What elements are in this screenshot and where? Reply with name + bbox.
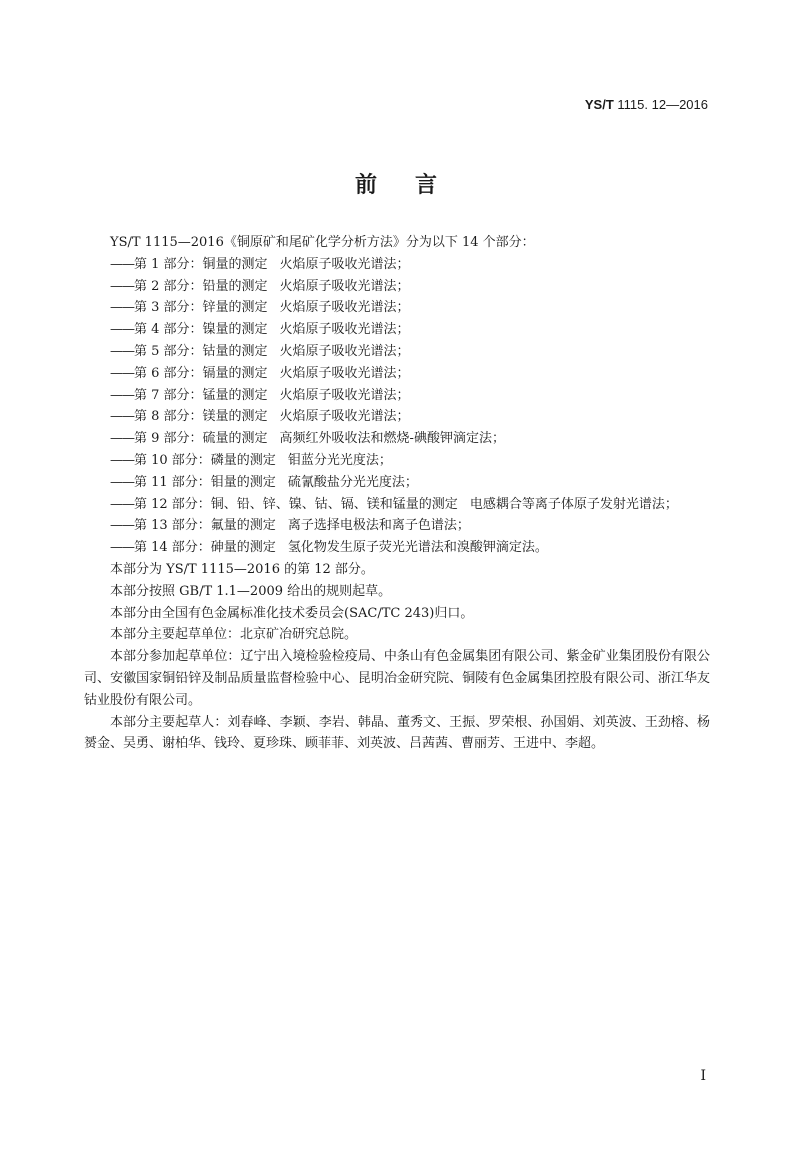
part-item <box>84 472 710 494</box>
part-label: 第 6 部分：镉量的测定 <box>134 365 268 381</box>
part-dash: —— <box>110 452 134 468</box>
part-method: 钼蓝分光光度法； <box>287 452 392 468</box>
part-item <box>84 450 710 472</box>
part-method: 硫氰酸盐分光光度法； <box>287 474 418 490</box>
centralized-statement: 本部分由全国有色金属标准化技术委员会(SAC/TC 243)归口。 <box>110 605 474 621</box>
part-item <box>84 297 710 319</box>
main-unit-statement: 本部分主要起草单位：北京矿冶研究总院。 <box>110 627 358 643</box>
part-dash: —— <box>110 365 134 381</box>
standard-code <box>585 97 708 112</box>
part-label: 第 4 部分：镍量的测定 <box>134 322 268 338</box>
part-item <box>84 341 710 363</box>
participating-units-statement: 本部分参加起草单位：辽宁出入境检验检疫局、中条山有色金属集团有限公司、紫金矿业集团股份有限公司、安徽国家铜铅锌及制品质量监督检验中心、昆明冶金研究院、铜陵有色金属集团控股有限公司、浙江华友钴业股份有限公司。 <box>84 649 710 708</box>
part-dash: —— <box>110 387 134 403</box>
part-item <box>84 428 710 450</box>
page-title: 前言 <box>354 173 475 198</box>
part-item <box>84 515 710 537</box>
part-method: 离子选择电极法和离子色谱法； <box>287 518 470 534</box>
parts-list <box>84 254 710 559</box>
part-method: 火焰原子吸收光谱法； <box>279 343 410 359</box>
part-label: 第 5 部分：钴量的测定 <box>134 343 268 359</box>
part-label: 第 10 部分：磷量的测定 <box>134 452 276 468</box>
standard-code-number: 1115. 12—2016 <box>613 97 708 112</box>
foreword-content <box>84 232 710 755</box>
part-method: 火焰原子吸收光谱法； <box>279 300 410 316</box>
this-part-statement: 本部分为 YS/T 1115—2016 的第 12 部分。 <box>110 561 374 577</box>
drafting-rules-statement: 本部分按照 GB/T 1.1—2009 给出的规则起草。 <box>110 583 392 599</box>
part-label: 第 7 部分：锰量的测定 <box>134 387 268 403</box>
part-method: 火焰原子吸收光谱法； <box>279 365 410 381</box>
part-item <box>84 406 710 428</box>
main-drafters-statement: 本部分主要起草人：刘春峰、李颖、李岩、韩晶、董秀文、王振、罗荣根、孙国娟、刘英波、王劲榕、杨赟金、吴勇、谢柏华、钱玲、夏珍珠、顾菲菲、刘英波、吕茜茜、曹丽芳、王进中、李超。 <box>84 714 710 752</box>
part-label: 第 12 部分：铜、铅、锌、镍、钴、镉、镁和锰量的测定 <box>134 496 458 512</box>
part-dash: —— <box>110 540 134 556</box>
part-method: 火焰原子吸收光谱法； <box>279 322 410 338</box>
part-dash: —— <box>110 496 134 512</box>
part-method: 高频红外吸收法和燃烧-碘酸钾滴定法； <box>279 431 505 447</box>
part-item <box>84 494 710 516</box>
page-number: I <box>700 1068 706 1084</box>
part-label: 第 14 部分：砷量的测定 <box>134 540 276 556</box>
part-method: 火焰原子吸收光谱法； <box>279 278 410 294</box>
part-label: 第 8 部分：镁量的测定 <box>134 409 268 425</box>
part-item <box>84 537 710 559</box>
part-item <box>84 363 710 385</box>
part-dash: —— <box>110 300 134 316</box>
part-label: 第 3 部分：锌量的测定 <box>134 300 268 316</box>
part-dash: —— <box>110 409 134 425</box>
part-label: 第 1 部分：铜量的测定 <box>134 256 268 272</box>
part-method: 氢化物发生原子荧光光谱法和溴酸钾滴定法。 <box>287 540 548 556</box>
part-method: 电感耦合等离子体原子发射光谱法； <box>469 496 678 512</box>
part-dash: —— <box>110 278 134 294</box>
part-label: 第 2 部分：铅量的测定 <box>134 278 268 294</box>
part-method: 火焰原子吸收光谱法； <box>279 387 410 403</box>
part-label: 第 9 部分：硫量的测定 <box>134 431 268 447</box>
part-item <box>84 319 710 341</box>
part-label: 第 13 部分：氟量的测定 <box>134 518 276 534</box>
part-dash: —— <box>110 518 134 534</box>
part-dash: —— <box>110 431 134 447</box>
part-dash: —— <box>110 256 134 272</box>
intro-paragraph: YS/T 1115—2016《铜原矿和尾矿化学分析方法》分为以下 14 个部分： <box>110 235 535 250</box>
part-dash: —— <box>110 343 134 359</box>
part-dash: —— <box>110 474 134 490</box>
part-method: 火焰原子吸收光谱法； <box>279 256 410 272</box>
part-method: 火焰原子吸收光谱法； <box>279 409 410 425</box>
part-item <box>84 254 710 276</box>
standard-code-prefix: YS/T <box>584 97 614 112</box>
part-dash: —— <box>110 322 134 338</box>
part-item <box>84 385 710 407</box>
part-label: 第 11 部分：钼量的测定 <box>134 474 276 490</box>
part-item <box>84 276 710 298</box>
